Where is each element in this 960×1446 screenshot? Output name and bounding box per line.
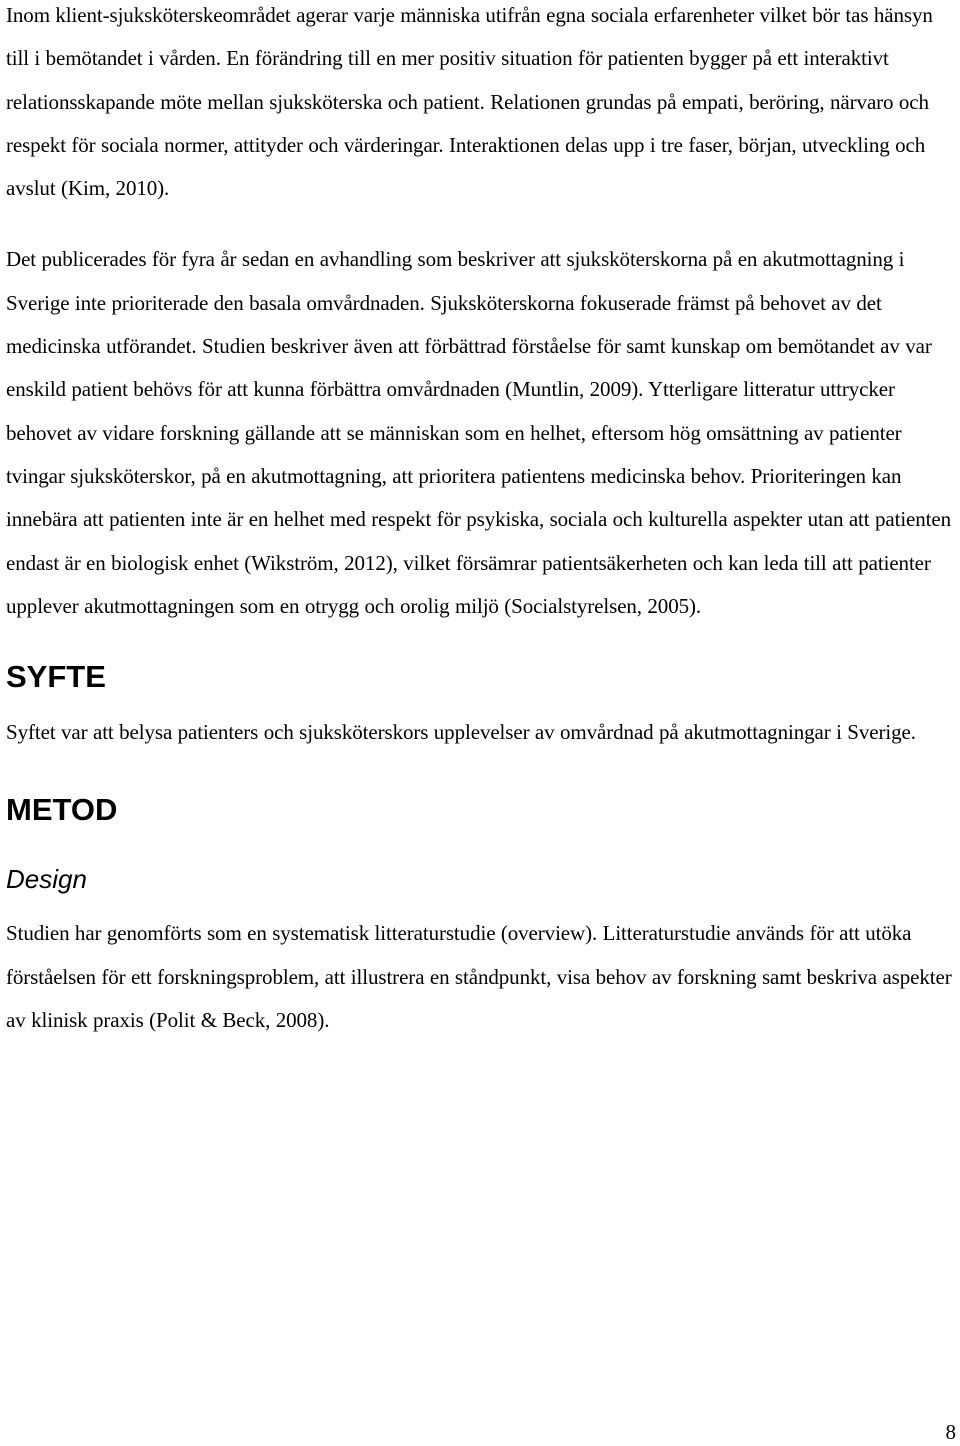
document-page (6, 0, 956, 1042)
section-heading-syfte: SYFTE (6, 659, 106, 695)
page-number: 8 (945, 1420, 956, 1444)
paragraph-background: Det publicerades för fyra år sedan en avhandling som beskriver att sjuksköterskorna på en akutmottagning i Sverige inte prioriterade den basala omvårdnaden. Sjuksköterskorna fokuserade främst på behovet av det medicinska utförandet. Studien beskriver även att förbättrad förståelse för samt kunskap om bemötandet av var enskild patient behövs för att kunna förbättra omvårdnaden (Muntlin, 2009). Ytterligare litteratur uttrycker behovet av vidare forskning gällande att se människan som en helhet, eftersom hög omsättning av patienter tvingar sjuksköterskor, på en akutmottagning, att prioritera patientens medicinska behov. Prioriteringen kan innebära att patienten inte är en helhet med respekt för psykiska, sociala och kulturella aspekter utan att patienten endast är en biologisk enhet (Wikström, 2012), vilket försämrar patientsäkerheten och kan leda till att patienter upplever akutmottagningen som en otrygg och orolig miljö (Socialstyrelsen, 2005). (6, 247, 952, 618)
paragraph-syfte: Syftet var att belysa patienters och sjuksköterskors upplevelser av omvårdnad på akutmottagningar i Sverige. (6, 720, 916, 745)
paragraph-intro: Inom klient-sjuksköterskeområdet agerar varje människa utifrån egna sociala erfarenheter vilket bör tas hänsyn till i bemötandet i vården. En förändring till en mer positiv situation för patienten bygger på ett interaktivt relationsskapande möte mellan sjuksköterska och patient. Relationen grundas på empati, beröring, närvaro och respekt för sociala normer, attityder och värderingar. Interaktionen delas upp i tre faser, början, utveckling och avslut (Kim, 2010). (6, 3, 933, 201)
section-heading-metod: METOD (6, 792, 118, 828)
paragraph-design: Studien har genomförts som en systematisk litteraturstudie (overview). Litteraturstudie används för att utöka förståelsen för ett forskningsproblem, att illustrera en ståndpunkt, visa behov av forskning samt beskriva aspekter av klinisk praxis (Polit & Beck, 2008). (6, 921, 952, 1033)
subheading-design: Design (6, 864, 87, 895)
